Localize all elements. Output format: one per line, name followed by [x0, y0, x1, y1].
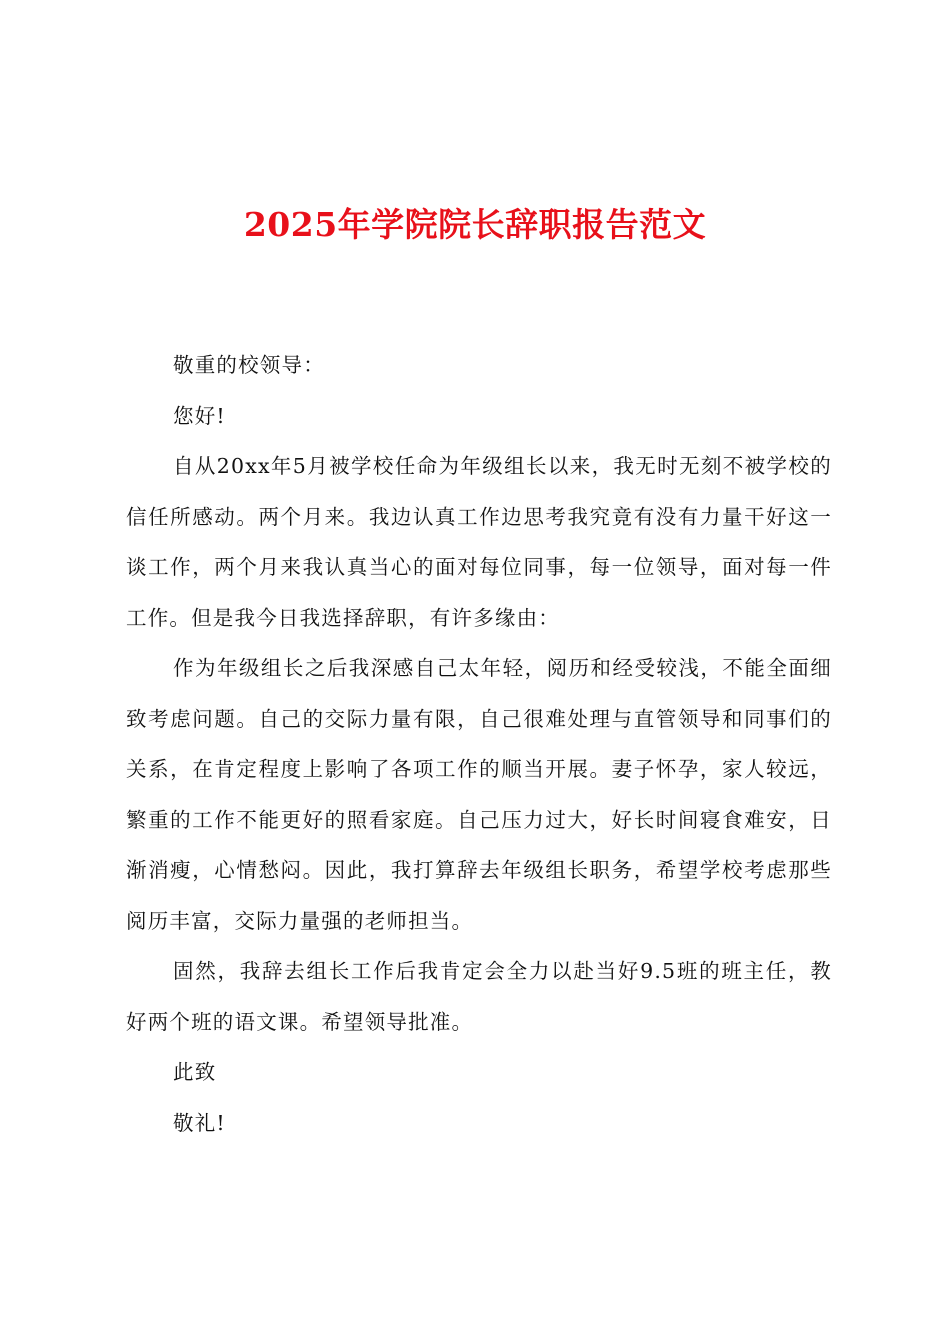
- paragraph-3: 固然，我辞去组长工作后我肯定会全力以赴当好9.5班的班主任，教好两个班的语文课。希望领导批准。: [126, 959, 832, 1034]
- letter-body: [126, 340, 832, 1148]
- document-title: 2025年学院院长辞职报告范文: [243, 205, 707, 244]
- closing-line-1: 此致: [173, 1060, 217, 1084]
- closing-line-2: 敬礼!: [173, 1110, 226, 1135]
- paragraph-1: 自从20xx年5月被学校任命为年级组长以来，我无时无刻不被学校的信任所感动。两个月来。我边认真工作边思考我究竟有没有力量干好这一谈工作，两个月来我认真当心的面对每位同事，每一位领导，面对每一件工作。但是我今日我选择辞职，有许多缘由：: [126, 454, 832, 630]
- greeting: 您好!: [173, 403, 226, 428]
- paragraph-2: 作为年级组长之后我深感自己太年轻，阅历和经受较浅，不能全面细致考虑问题。自己的交际力量有限，自己很难处理与直管领导和同事们的关系，在肯定程度上影响了各项工作的顺当开展。妻子怀孕，家人较远，繁重的工作不能更好的照看家庭。自己压力过大，好长时间寝食难安，日渐消瘦，心情愁闷。因此，我打算辞去年级组长职务，希望学校考虑那些阅历丰富，交际力量强的老师担当。: [126, 656, 832, 933]
- salutation: 敬重的校领导：: [173, 353, 325, 377]
